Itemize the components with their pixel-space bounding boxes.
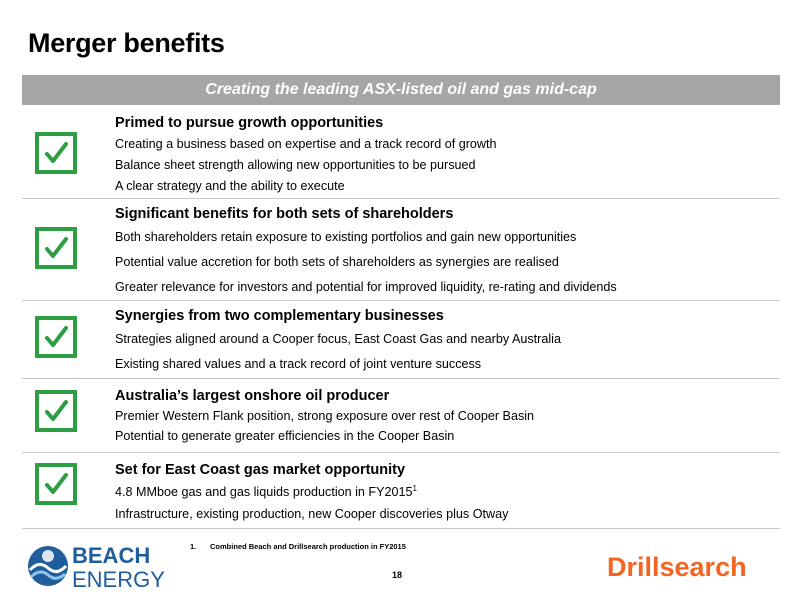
benefit-row bbox=[22, 453, 780, 529]
benefit-line: Strategies aligned around a Cooper focus, East Coast Gas and nearby Australia bbox=[115, 332, 561, 346]
benefit-line: Infrastructure, existing production, new Cooper discoveries plus Otway bbox=[115, 507, 509, 521]
energy-logo-text: ENERGY bbox=[72, 567, 165, 592]
drillsearch-logo-graphic bbox=[605, 547, 775, 583]
benefit-heading: Set for East Coast gas market opportunity bbox=[115, 462, 406, 478]
benefit-line: Creating a business based on expertise and a track record of growth bbox=[115, 137, 497, 151]
beach-energy-logo-graphic bbox=[25, 540, 180, 592]
benefit-line: Greater relevance for investors and potential for improved liquidity, re-rating and dividends bbox=[115, 280, 617, 294]
benefit-line: Balance sheet strength allowing new opportunities to be pursued bbox=[115, 158, 476, 172]
benefit-line: Premier Western Flank position, strong exposure over rest of Cooper Basin bbox=[115, 409, 535, 423]
page-title: Merger benefits bbox=[28, 28, 225, 58]
benefit-heading: Australia’s largest onshore oil producer bbox=[115, 388, 390, 404]
benefit-line: Existing shared values and a track record of joint venture success bbox=[115, 357, 482, 371]
benefit-line: Potential value accretion for both sets of shareholders as synergies are realised bbox=[115, 255, 559, 269]
beach-logo-text: BEACH bbox=[72, 543, 151, 568]
checkmark-icon bbox=[35, 132, 77, 174]
footnote-number: 1. bbox=[190, 542, 197, 551]
benefit-row bbox=[22, 199, 780, 301]
checkmark-icon bbox=[35, 316, 77, 358]
benefit-line: A clear strategy and the ability to execute bbox=[115, 179, 345, 193]
benefit-line bbox=[115, 484, 417, 499]
checkmark-icon bbox=[35, 227, 77, 269]
drillsearch-logo bbox=[605, 547, 775, 583]
benefit-heading: Primed to pursue growth opportunities bbox=[115, 115, 384, 131]
drillsearch-logo-text: Drillsearch bbox=[607, 552, 747, 582]
benefit-heading: Synergies from two complementary businesses bbox=[115, 308, 444, 324]
benefit-row bbox=[22, 301, 780, 379]
checkmark-icon bbox=[35, 463, 77, 505]
subtitle-banner: Creating the leading ASX-listed oil and gas mid-cap bbox=[22, 75, 780, 105]
footnote bbox=[190, 542, 406, 551]
beach-energy-logo bbox=[25, 540, 180, 592]
footnote-text: Combined Beach and Drillsearch production in FY2015 bbox=[210, 542, 406, 551]
benefit-line: Both shareholders retain exposure to existing portfolios and gain new opportunities bbox=[115, 230, 577, 244]
footnote-ref: 1 bbox=[412, 484, 417, 493]
benefit-heading: Significant benefits for both sets of shareholders bbox=[115, 206, 454, 222]
checkmark-icon bbox=[35, 390, 77, 432]
benefit-row bbox=[22, 106, 780, 199]
benefit-line-text: 4.8 MMboe gas and gas liquids production in FY2015 bbox=[115, 485, 413, 500]
benefit-line: Potential to generate greater efficiencies in the Cooper Basin bbox=[115, 429, 455, 443]
page-number: 18 bbox=[392, 570, 403, 580]
benefit-row bbox=[22, 379, 780, 453]
